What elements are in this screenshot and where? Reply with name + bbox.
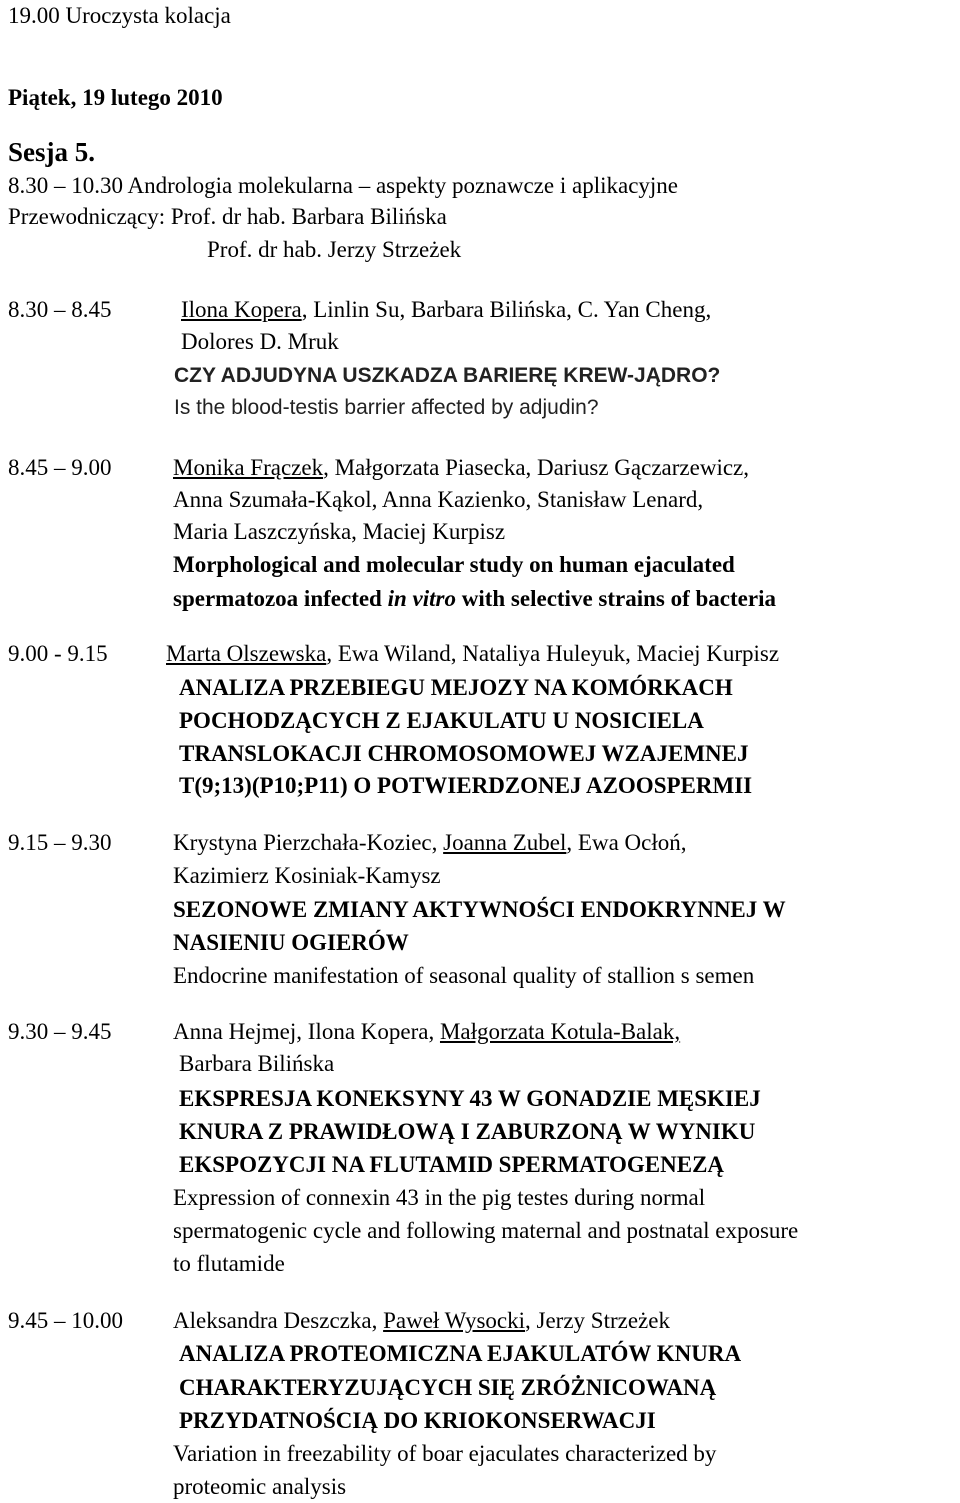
talk-title-line: [173, 585, 776, 613]
coauthors: Aleksandra Deszczka,: [173, 1308, 384, 1333]
title-italic-part: in vitro: [387, 586, 456, 611]
talk-title-line: NASIENIU OGIERÓW: [173, 930, 409, 955]
talk-title-pl: CZY ADJUDYNA USZKADZA BARIERĘ KREW-JĄDRO?: [174, 364, 721, 387]
chair-line-1: Przewodniczący: Prof. dr hab. Barbara Bilińska: [8, 204, 447, 229]
coauthors: , Linlin Su, Barbara Bilińska, C. Yan Cheng,: [301, 297, 712, 322]
title-part: with selective strains of bacteria: [455, 586, 776, 611]
talk-title-en: Expression of connexin 43 in the pig testes during normal: [173, 1185, 706, 1210]
talk-title-line: ANALIZA PROTEOMICZNA EJAKULATÓW KNURA: [179, 1341, 742, 1366]
talk-authors-line: Barbara Bilińska: [179, 1051, 335, 1076]
talk-title-line: PRZYDATNOŚCIĄ DO KRIOKONSERWACJI: [179, 1408, 656, 1433]
title-part: spermatozoa infected: [173, 586, 388, 611]
talk-title-line: T(9;13)(P10;P11) O POTWIERDZONEJ AZOOSPERMII: [179, 773, 753, 798]
coauthors: , Małgorzata Piasecka, Dariusz Gączarzewicz,: [323, 455, 749, 480]
presenter-name: Marta Olszewska: [166, 641, 327, 666]
talk-title-line: POCHODZĄCYCH Z EJAKULATU U NOSICIELA: [179, 708, 704, 733]
talk-title-line: SEZONOWE ZMIANY AKTYWNOŚCI ENDOKRYNNEJ W: [173, 897, 786, 922]
talk-title-line: EKSPOZYCJI NA FLUTAMID SPERMATOGENEZĄ: [179, 1152, 725, 1177]
talk-authors: [173, 1307, 670, 1335]
talk-title-en: spermatogenic cycle and following maternal and postnatal exposure: [173, 1218, 799, 1243]
presenter-name: Ilona Kopera: [181, 297, 302, 322]
talk-authors-line: Kazimierz Kosiniak-Kamysz: [173, 863, 441, 888]
session-heading: Sesja 5.: [8, 137, 95, 167]
talk-title-en: Is the blood-testis barrier affected by adjudin?: [174, 396, 599, 419]
coauthors: , Ewa Wiland, Nataliya Huleyuk, Maciej Kurpisz: [326, 641, 780, 666]
talk-title-en: Endocrine manifestation of seasonal quality of stallion s semen: [173, 963, 755, 988]
presenter-name: Małgorzata Kotula-Balak,: [439, 1019, 681, 1044]
coauthors: Anna Hejmej, Ilona Kopera,: [173, 1019, 440, 1044]
talk-time: 9.00 - 9.15: [8, 641, 108, 666]
talk-title-line: Morphological and molecular study on human ejaculated: [173, 552, 735, 577]
talk-title-en: to flutamide: [173, 1251, 285, 1276]
talk-title-en: proteomic analysis: [173, 1474, 347, 1499]
talk-authors: [173, 1018, 680, 1046]
talk-title-line: KNURA Z PRAWIDŁOWĄ I ZABURZONĄ W WYNIKU: [179, 1119, 756, 1144]
talk-authors-line: Maria Laszczyńska, Maciej Kurpisz: [173, 519, 506, 544]
chair-line-2: Prof. dr hab. Jerzy Strzeżek: [207, 237, 462, 262]
session-title: 8.30 – 10.30 Andrologia molekularna – aspekty poznawcze i aplikacyjne: [8, 173, 678, 198]
talk-time: 8.45 – 9.00: [8, 455, 112, 480]
talk-authors: [173, 454, 749, 482]
talk-authors: [166, 640, 779, 668]
talk-time: 9.30 – 9.45: [8, 1019, 112, 1044]
talk-authors-line: Dolores D. Mruk: [181, 329, 339, 354]
presenter-name: Monika Frączek: [173, 455, 324, 480]
coauthors: , Ewa Ocłoń,: [566, 830, 687, 855]
date-heading: Piątek, 19 lutego 2010: [8, 85, 223, 110]
talk-authors-line: Anna Szumała-Kąkol, Anna Kazienko, Stanisław Lenard,: [173, 487, 704, 512]
talk-authors: [173, 829, 686, 857]
presenter-name: Joanna Zubel: [443, 830, 567, 855]
presenter-name: Paweł Wysocki: [383, 1308, 526, 1333]
talk-time: 9.15 – 9.30: [8, 830, 112, 855]
talk-title-line: ANALIZA PRZEBIEGU MEJOZY NA KOMÓRKACH: [179, 675, 733, 700]
talk-title-line: TRANSLOKACJI CHROMOSOMOWEJ WZAJEMNEJ: [179, 741, 749, 766]
coauthors: Krystyna Pierzchała-Koziec,: [173, 830, 444, 855]
talk-title-line: CHARAKTERYZUJĄCYCH SIĘ ZRÓŻNICOWANĄ: [179, 1375, 717, 1400]
talk-title-line: EKSPRESJA KONEKSYNY 43 W GONADZIE MĘSKIEJ: [179, 1086, 761, 1111]
talk-time: 9.45 – 10.00: [8, 1308, 123, 1333]
dinner-line: 19.00 Uroczysta kolacja: [8, 3, 231, 28]
talk-time: 8.30 – 8.45: [8, 297, 112, 322]
coauthors: , Jerzy Strzeżek: [525, 1308, 670, 1333]
talk-authors: [181, 296, 711, 324]
talk-title-en: Variation in freezability of boar ejaculates characterized by: [173, 1441, 717, 1466]
